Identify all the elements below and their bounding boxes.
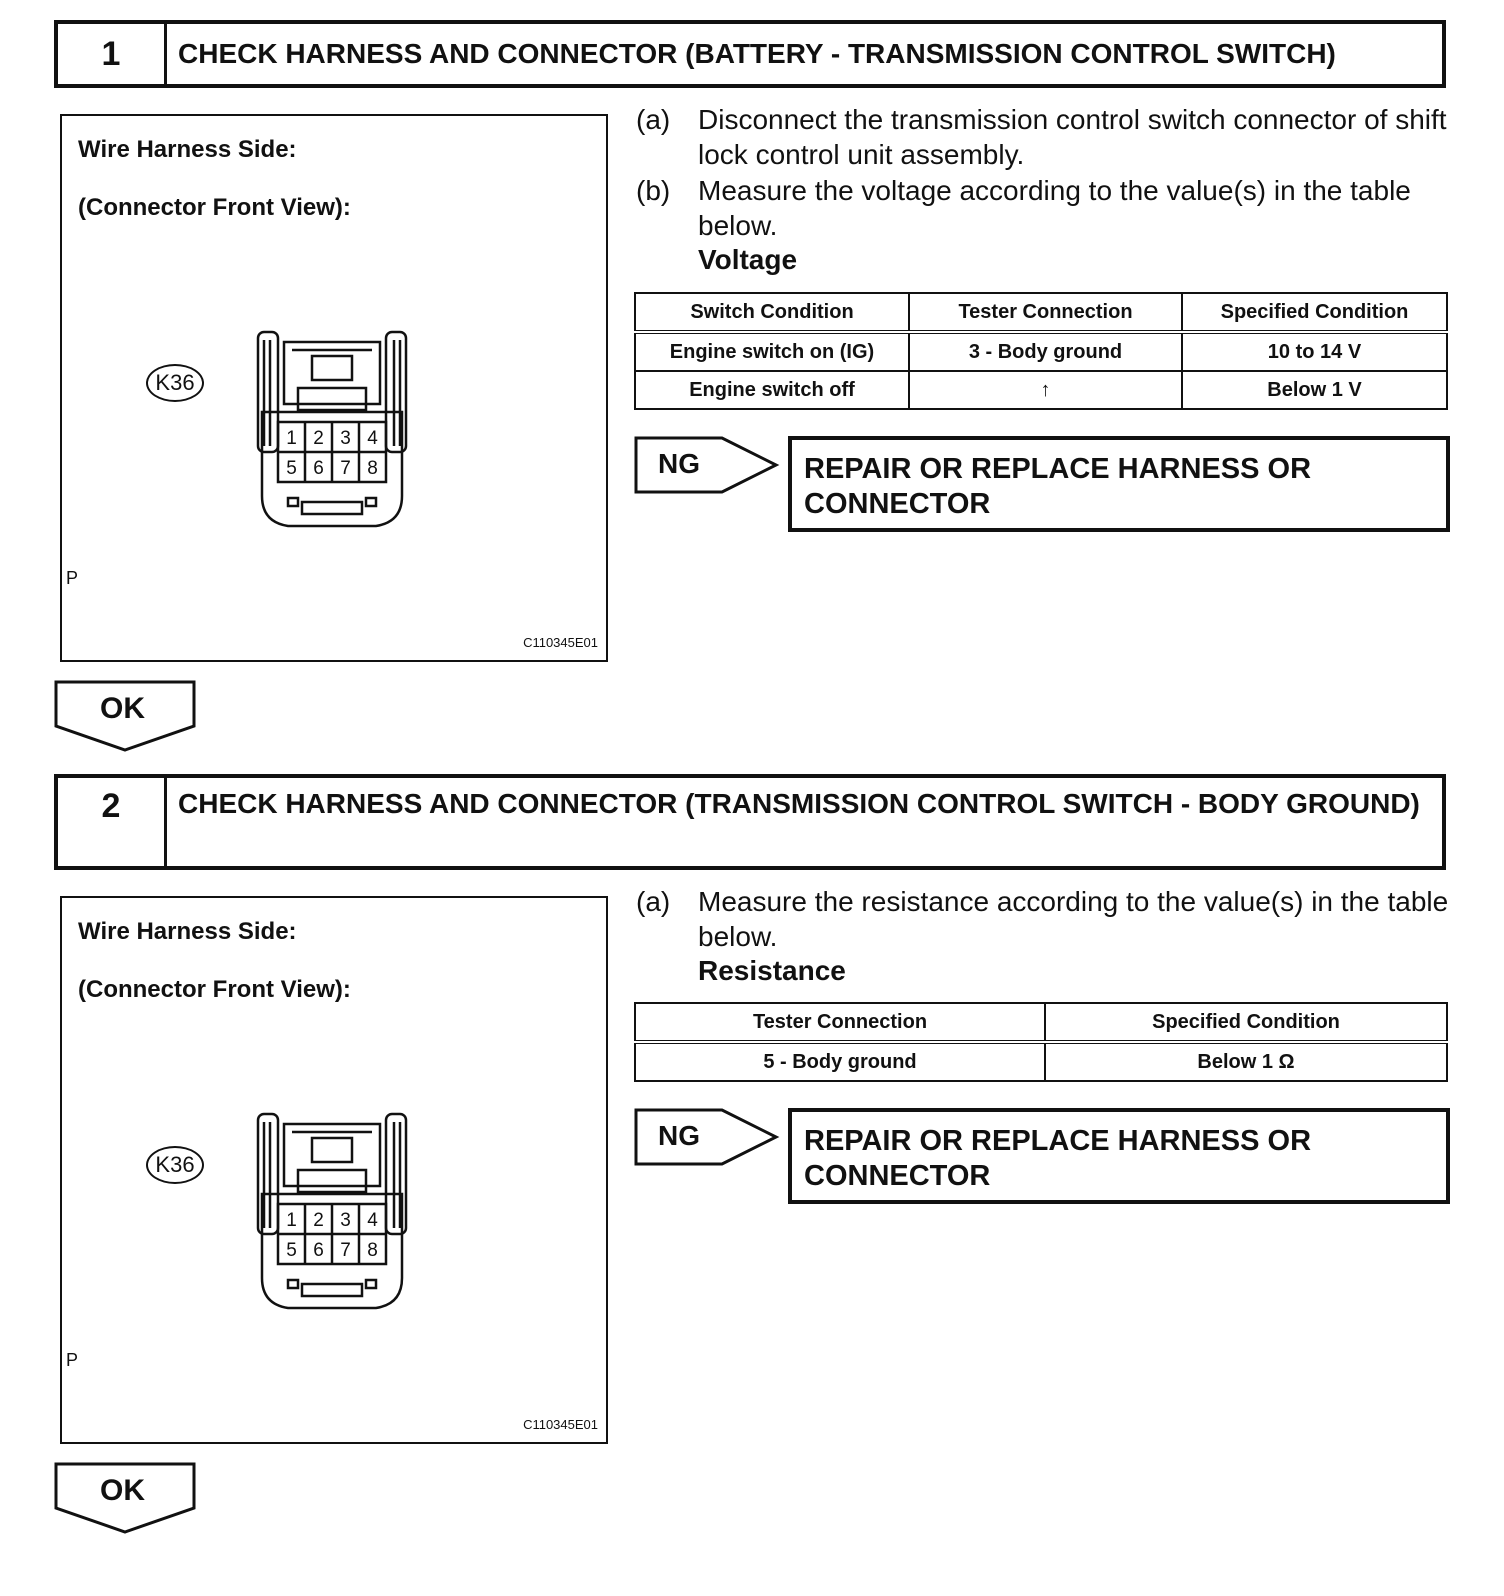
column-header: Specified Condition [1045, 1003, 1447, 1042]
column-header: Specified Condition [1182, 293, 1447, 332]
pin-1: 1 [286, 428, 297, 449]
pin-4: 4 [367, 1210, 378, 1231]
pin-5: 5 [286, 458, 297, 479]
ok-label: OK [100, 692, 145, 725]
step-2-instruction-a [636, 884, 1456, 954]
ng-result-box: REPAIR OR REPLACE HARNESS OR CONNECTOR [788, 436, 1450, 532]
step-1-header [54, 20, 1446, 88]
pin-7: 7 [340, 458, 351, 479]
pin-3: 3 [340, 1210, 351, 1231]
wire-harness-side-label: Wire Harness Side: [78, 918, 297, 945]
step-2-title: CHECK HARNESS AND CONNECTOR (TRANSMISSION CONTROL SWITCH - BODY GROUND) [178, 788, 1420, 819]
pin-4: 4 [367, 428, 378, 449]
table-row [635, 371, 1447, 409]
step-1-instruction-b [636, 173, 1456, 243]
table-row [635, 332, 1447, 371]
table-cell: Engine switch on (IG) [635, 332, 909, 371]
step-1-number: 1 [58, 24, 167, 84]
pin-2: 2 [313, 428, 324, 449]
pin-5: 5 [286, 1240, 297, 1261]
table-cell: 10 to 14 V [1182, 332, 1447, 371]
connector-front-view-label: (Connector Front View): [78, 194, 351, 221]
step-2-header [54, 774, 1446, 870]
table-cell: 3 - Body ground [909, 332, 1182, 371]
resistance-table [634, 1002, 1448, 1082]
ng-label: NG [658, 448, 700, 479]
pin-3: 3 [340, 428, 351, 449]
pin-8: 8 [367, 1240, 378, 1261]
table-title-voltage: Voltage [698, 244, 798, 275]
table-cell: Below 1 V [1182, 371, 1447, 409]
ng-result-box: REPAIR OR REPLACE HARNESS OR CONNECTOR [788, 1108, 1450, 1204]
wire-harness-side-label: Wire Harness Side: [78, 136, 297, 163]
pin-6: 6 [313, 1240, 324, 1261]
figure-corner-mark: P [66, 1350, 79, 1370]
pin-7: 7 [340, 1240, 351, 1261]
figure-code: C110345E01 [523, 635, 598, 650]
table-title-resistance: Resistance [698, 955, 846, 986]
column-header: Switch Condition [635, 293, 909, 332]
ok-label: OK [100, 1474, 145, 1507]
ng-arrow-icon [634, 436, 780, 494]
voltage-table [634, 292, 1448, 410]
connector-front-view-label: (Connector Front View): [78, 976, 351, 1003]
pin-2: 2 [313, 1210, 324, 1231]
pin-8: 8 [367, 458, 378, 479]
pin-1: 1 [286, 1210, 297, 1231]
instruction-label: (a) [636, 104, 671, 135]
table-cell: Engine switch off [635, 371, 909, 409]
connector-drawing-icon [252, 1108, 412, 1318]
column-header: Tester Connection [635, 1003, 1045, 1042]
connector-drawing-icon [252, 326, 412, 536]
table-row [635, 1042, 1447, 1081]
table-cell: 5 - Body ground [635, 1042, 1045, 1081]
instruction-label: (a) [636, 886, 671, 917]
step-1-instruction-a [636, 102, 1456, 172]
step-1-title: CHECK HARNESS AND CONNECTOR (BATTERY - TRANSMISSION CONTROL SWITCH) [178, 38, 1336, 69]
step-1-connector-figure [60, 114, 608, 662]
figure-corner-mark: P [66, 568, 79, 588]
step-2-number: 2 [58, 778, 167, 866]
step-2-connector-figure [60, 896, 608, 1444]
figure-code: C110345E01 [523, 1417, 598, 1432]
connector-id-badge: K36 [146, 364, 204, 402]
pin-6: 6 [313, 458, 324, 479]
column-header: Tester Connection [909, 293, 1182, 332]
instruction-text: Measure the resistance according to the value(s) in the table below. [698, 886, 1449, 952]
connector-id-badge: K36 [146, 1146, 204, 1184]
ng-arrow-icon [634, 1108, 780, 1166]
ng-label: NG [658, 1120, 700, 1151]
instruction-label: (b) [636, 175, 671, 206]
instruction-text: Measure the voltage according to the value(s) in the table below. [698, 175, 1411, 241]
table-cell: ↑ [909, 371, 1182, 409]
instruction-text: Disconnect the transmission control switch connector of shift lock control unit assembly. [698, 104, 1447, 170]
table-cell: Below 1 Ω [1045, 1042, 1447, 1081]
